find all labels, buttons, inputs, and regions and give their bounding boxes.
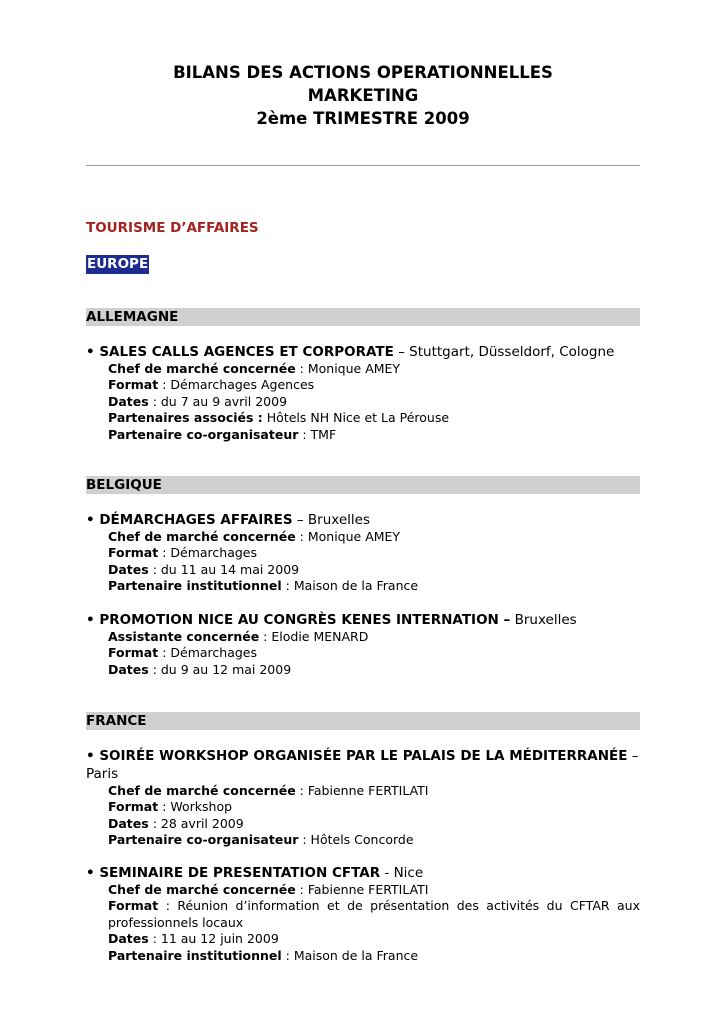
detail-value: : du 11 au 14 mai 2009 [148, 561, 300, 577]
detail-label: Dates [108, 561, 149, 577]
action-location: Paris [86, 766, 119, 782]
detail-value: : Démarchages Agences [158, 377, 315, 393]
detail-dates [108, 816, 640, 832]
region-label: EUROPE [87, 256, 149, 272]
detail-value: : du 9 au 12 mai 2009 [148, 661, 292, 677]
detail-chef [108, 783, 640, 799]
detail-label: Partenaires associés : [108, 410, 263, 426]
detail-label: Partenaire institutionnel [108, 578, 282, 594]
document-title-line1: BILANS DES ACTIONS OPERATIONNELLES [173, 63, 553, 82]
detail-value: : Fabienne FERTILATI [295, 882, 429, 897]
detail-label: Dates [108, 661, 149, 677]
detail-format [108, 377, 640, 393]
detail-institutional-partner [108, 948, 640, 964]
detail-value: : Workshop [158, 799, 233, 815]
country-heading-france: FRANCE [86, 712, 640, 730]
detail-assistant [108, 629, 640, 645]
detail-value: : Monique AMEY [295, 529, 401, 544]
detail-label: Format [108, 898, 159, 914]
detail-label: Partenaire co-organisateur [108, 426, 299, 442]
action-title-text: • SALES CALLS AGENCES ET CORPORATE [86, 344, 394, 360]
action-item [86, 611, 640, 678]
action-location: – Stuttgart, Düsseldorf, Cologne [393, 344, 615, 360]
detail-label: Partenaire co-organisateur [108, 832, 299, 848]
action-title-text: • PROMOTION NICE AU CONGRÈS KENES INTERNATION – [86, 612, 511, 628]
detail-label: Dates [108, 393, 149, 409]
detail-format [108, 799, 640, 815]
document-title-line2: MARKETING [307, 86, 419, 105]
detail-coorganizer [108, 427, 640, 443]
detail-value: : Maison de la France [281, 947, 419, 963]
detail-dates [108, 394, 640, 410]
horizontal-divider [86, 165, 640, 166]
detail-value: : Démarchages [158, 545, 258, 561]
detail-dates [108, 562, 640, 578]
detail-value: : Réunion d’information et de présentation des activités du CFTAR aux professionnels locaux [108, 898, 640, 930]
detail-label: Format [108, 377, 159, 393]
detail-label: Partenaire institutionnel [108, 947, 282, 963]
detail-coorganizer [108, 832, 640, 848]
category-heading: TOURISME D’AFFAIRES [86, 220, 259, 236]
detail-label: Chef de marché concernée [108, 783, 296, 798]
detail-value: : 11 au 12 juin 2009 [148, 931, 279, 947]
detail-label: Format [108, 799, 159, 815]
action-item [86, 511, 640, 595]
detail-dates [108, 931, 640, 947]
action-title [86, 343, 640, 361]
detail-partners [108, 410, 640, 426]
action-title-text: • SOIRÉE WORKSHOP ORGANISÉE PAR LE PALAIS DE LA MÉDITERRANÉE [86, 748, 628, 764]
detail-format [108, 898, 640, 931]
detail-value: Hôtels NH Nice et La Pérouse [262, 410, 450, 426]
detail-chef [108, 361, 640, 377]
detail-value: : Elodie MENARD [259, 629, 369, 644]
action-title [86, 611, 640, 629]
detail-chef [108, 882, 640, 898]
action-location: – Bruxelles [292, 512, 370, 528]
detail-value: : 28 avril 2009 [148, 815, 244, 831]
country-heading-belgique: BELGIQUE [86, 476, 640, 494]
document-title-line3: 2ème TRIMESTRE 2009 [256, 109, 470, 128]
detail-label: Chef de marché concernée [108, 529, 296, 544]
action-title-text: • SEMINAIRE DE PRESENTATION CFTAR [86, 865, 381, 881]
action-title [86, 864, 640, 882]
action-title-dash: – [627, 748, 639, 764]
detail-label: Assistante concernée [108, 629, 260, 644]
detail-value: : Maison de la France [281, 578, 419, 594]
detail-institutional-partner [108, 578, 640, 594]
detail-value: : Hôtels Concorde [298, 832, 414, 848]
detail-value: : Fabienne FERTILATI [295, 783, 429, 798]
country-heading-allemagne: ALLEMAGNE [86, 308, 640, 326]
action-title [86, 747, 640, 765]
detail-label: Dates [108, 931, 149, 947]
action-item [86, 864, 640, 964]
detail-value: : Démarchages [158, 645, 258, 661]
detail-chef [108, 529, 640, 545]
detail-label: Format [108, 645, 159, 661]
detail-label: Chef de marché concernée [108, 361, 296, 376]
detail-label: Format [108, 545, 159, 561]
action-item [86, 343, 640, 443]
action-item [86, 747, 640, 849]
detail-value: : TMF [298, 426, 337, 442]
detail-dates [108, 662, 640, 678]
action-title-text: • DÉMARCHAGES AFFAIRES [86, 512, 293, 528]
detail-value: : Monique AMEY [295, 361, 401, 376]
detail-label: Chef de marché concernée [108, 882, 296, 897]
action-title [86, 511, 640, 529]
action-location: Bruxelles [510, 612, 577, 628]
action-location: - Nice [380, 865, 424, 881]
detail-format [108, 545, 640, 561]
detail-label: Dates [108, 815, 149, 831]
detail-value: : du 7 au 9 avril 2009 [148, 393, 288, 409]
detail-format [108, 645, 640, 661]
